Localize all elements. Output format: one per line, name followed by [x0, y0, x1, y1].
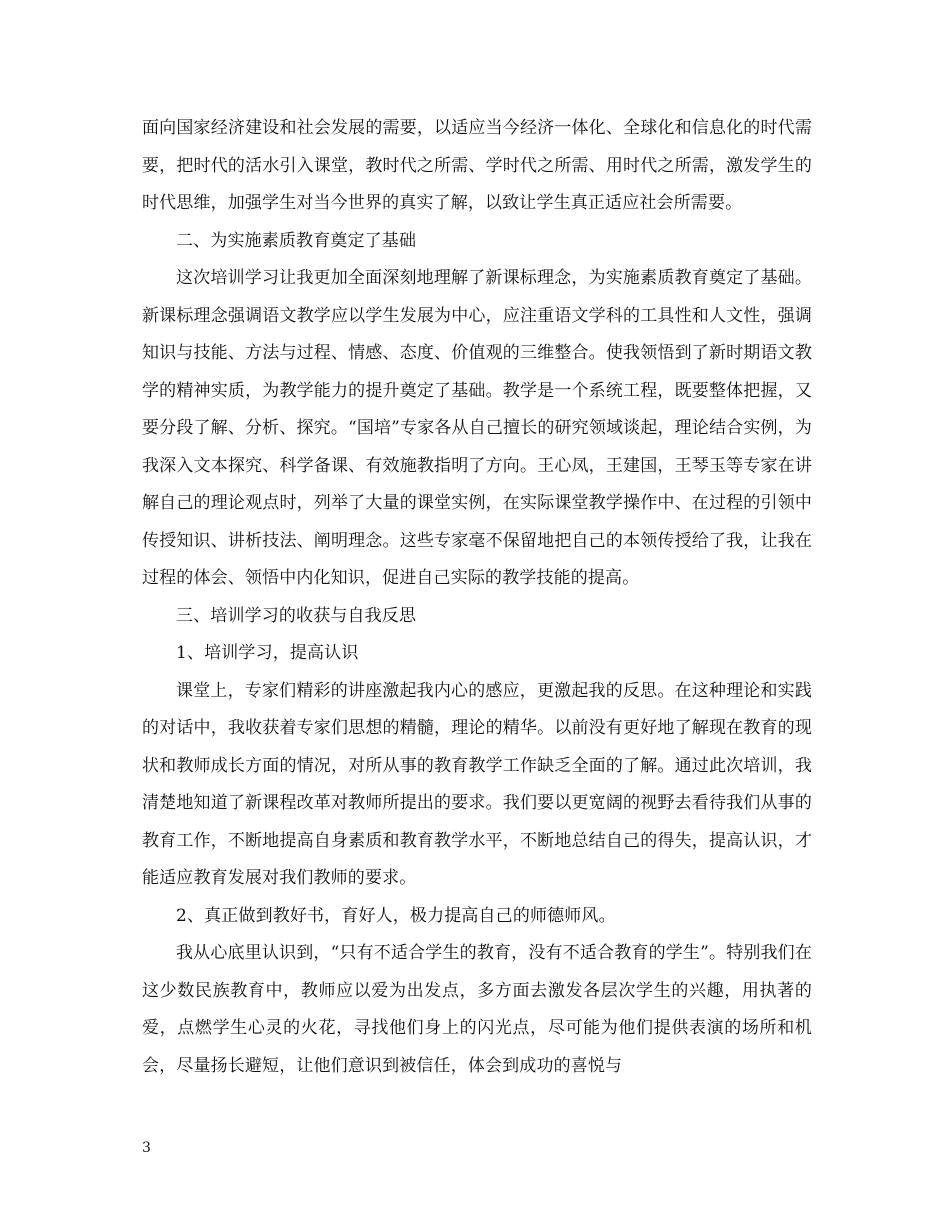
subheading-3-1: 1、培训学习，提高认识 [176, 643, 359, 663]
subheading-3-2: 2、真正做到教好书，育好人，极力提高自己的师德师风。 [176, 905, 616, 926]
page-number: 3 [142, 1140, 151, 1156]
paragraph-section-3-2: 我从心底里认识到，“只有不适合学生的教育，没有不适合教育的学生”。特别我们在这少数民族教育中，教师应以爱为出发点，多方面去激发各层次学生的兴趣，用执著的爱，点燃学生心灵的火花，寻找他们身上的闪光点，尽可能为他们提供表演的场所和机会，尽量扬长避短，让他们意识到被信任，体会到成功的喜悦与 [142, 943, 812, 1076]
document-body [142, 110, 812, 1085]
section-heading-3: 三、培训学习的收获与自我反思 [176, 605, 417, 626]
paragraph-section-3-1: 课堂上，专家们精彩的讲座激起我内心的感应，更激起我的反思。在这种理论和实践的对话中，我收获着专家们思想的精髓，理论的精华。以前没有更好地了解现在教育的现状和教师成长方面的情况，对所从事的教育教学工作缺乏全面的了解。通过此次培训，我清楚地知道了新课程改革对教师所提出的要求。我们要以更宽阔的视野去看待我们从事的教育工作，不断地提高自身素质和教育教学水平，不断地总结自己的得失，提高认识，才能适应教育发展对我们教师的要求。 [142, 680, 812, 888]
paragraph-intro-continuation: 面向国家经济建设和社会发展的需要，以适应当今经济一体化、全球化和信息化的时代需要，把时代的活水引入课堂，教时代之所需、学时代之所需、用时代之所需，激发学生的时代思维，加强学生对当今世界的真实了解，以致让学生真正适应社会所需要。 [142, 118, 812, 213]
paragraph-section-2: 这次培训学习让我更加全面深刻地理解了新课标理念，为实施素质教育奠定了基础。新课标理念强调语文教学应以学生发展为中心，应注重语文学科的工具性和人文性，强调知识与技能、方法与过程、情感、态度、价值观的三维整合。使我领悟到了新时期语文教学的精神实质，为教学能力的提升奠定了基础。教学是一个系统工程，既要整体把握，又要分段了解、分析、探究。“国培”专家各从自己擅长的研究领域谈起，理论结合实例，为我深入文本探究、科学备课、有效施教指明了方向。王心凤，王建国，王琴玉等专家在讲解自己的理论观点时，列举了大量的课堂实例，在实际课堂教学操作中、在过程的引领中传授知识、讲析技法、阐明理念。这些专家毫不保留地把自己的本领传授给了我，让我在过程的体会、领悟中内化知识，促进自己实际的教学技能的提高。 [142, 268, 812, 588]
section-heading-2: 二、为实施素质教育奠定了基础 [176, 230, 417, 251]
